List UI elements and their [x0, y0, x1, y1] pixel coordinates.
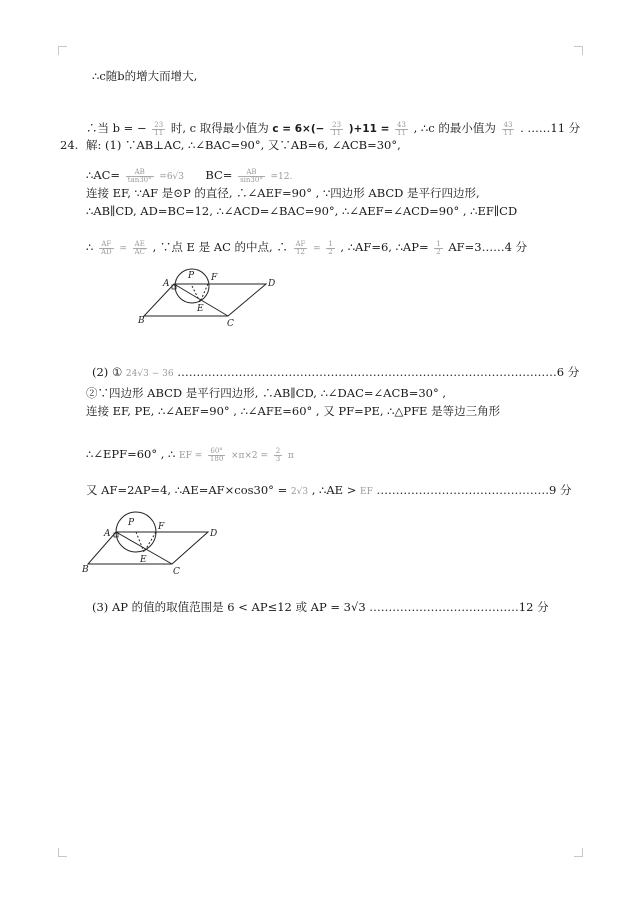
- arc-ef-label: EF =: [179, 451, 203, 461]
- text-segment: c = 6×(−: [272, 123, 325, 135]
- line-pe: [192, 286, 200, 302]
- text-segment: AF=3……4 分: [448, 240, 528, 254]
- fraction-60-180: $\frac{60^\circ}{180}$: [209, 446, 224, 463]
- text-segment: BC=: [205, 168, 233, 182]
- label-a: A: [163, 279, 170, 289]
- label-p: P: [128, 518, 135, 528]
- text-line-c-increases: ∴c随b的增大而增大,: [92, 69, 198, 83]
- text-line-connect-ef: 连接 EF, ∵AF 是⊙P 的直径, ∴∠AEF=90° , ∵四边形 ABCD 是平行四边形,: [86, 186, 480, 200]
- label-f: F: [211, 273, 218, 283]
- text-line-ae-compare: [86, 483, 571, 499]
- text-segment: . ……11 分: [520, 121, 581, 135]
- line-ef: [200, 284, 208, 302]
- fraction-bc: $\frac{AB}{\sin 30^\circ}$: [240, 167, 263, 184]
- text-segment: , ∴c 的最小值为: [413, 121, 496, 135]
- text-segment: 又 AF=2AP=4, ∴AE=AF×cos30° =: [86, 483, 288, 497]
- text-line-ac-bc: [86, 168, 292, 184]
- fraction-af-ad: $\frac{AF}{AD}$: [100, 239, 112, 256]
- label-p: P: [188, 271, 195, 281]
- label-e: E: [140, 555, 147, 565]
- label-a: A: [104, 529, 111, 539]
- text-line-part1-intro: 解: (1) ∵AB⊥AC, ∴∠BAC=90°, 又∵AB=6, ∠ACB=30°,: [86, 138, 401, 152]
- text-segment: , ∴AE >: [311, 483, 357, 497]
- label-b: B: [138, 316, 145, 326]
- question-24-number: 24.: [60, 138, 79, 152]
- crop-mark-bottom-right: [574, 848, 583, 857]
- text-line-af-ap: ∴ $\frac{AF}{AD}$ = $\frac{AE}{AC}$ , ∵点 E 是 AC 的中点, ∴ $\frac{AF}{12}$ = $\frac{1}{2}$ , ∴AF=6, ∴AP= $\frac{1}{2}$ AF=3……4 分: [86, 239, 528, 256]
- text-segment: ∴当 b = −: [86, 121, 147, 135]
- text-segment: ∴AC=: [86, 168, 121, 182]
- crop-mark-top-right: [574, 46, 583, 55]
- text-line-arc-ef: [86, 447, 294, 463]
- fraction-b-value: $\frac{23}{11}$: [154, 120, 164, 137]
- text-line-part2-2-parallelogram: ②∵四边形 ABCD 是平行四边形, ∴AB∥CD, ∴∠DAC=∠ACB=30° ,: [86, 386, 447, 400]
- arc-ef-label-2: EF: [360, 487, 373, 497]
- geometry-figure-1: [136, 264, 276, 334]
- text-segment: =12.: [270, 172, 293, 182]
- label-b: B: [82, 565, 89, 575]
- label-c: C: [173, 567, 180, 577]
- line-pe: [136, 532, 144, 552]
- fraction-af-12: $\frac{AF}{12}$: [295, 239, 306, 256]
- text-segment: =: [313, 244, 321, 254]
- fraction-one-half: $\frac{1}{2}$: [328, 239, 333, 256]
- text-segment: =6√3: [159, 172, 185, 182]
- fraction-min-value: $\frac{43}{11}$: [397, 120, 406, 137]
- text-segment: )+11 =: [348, 123, 390, 135]
- fraction-min-value-2: $\frac{43}{11}$: [503, 120, 513, 137]
- text-segment: ∴∠EPF=60° , ∴: [86, 447, 176, 461]
- fraction-ac: $\frac{AB}{\tan 30^\circ}$: [127, 167, 152, 184]
- label-e: E: [197, 304, 204, 314]
- pi-symbol: π: [287, 451, 294, 461]
- text-segment: ∴: [86, 240, 94, 254]
- crop-mark-top-left: [58, 46, 67, 55]
- text-segment: (2) ①: [92, 365, 123, 379]
- fraction-ae-ac: $\frac{AE}{AC}$: [134, 239, 145, 256]
- text-segment: ×π×2 =: [230, 451, 269, 461]
- text-line-equilateral: 连接 EF, PE, ∴∠AEF=90° , ∴∠AFE=60° , 又 PF=PE, ∴△PFE 是等边三角形: [86, 404, 501, 418]
- label-f: F: [158, 522, 165, 532]
- text-segment: 时, c 取得最小值为: [170, 121, 269, 135]
- fraction-two-thirds: $\frac{2}{3}$: [275, 446, 281, 463]
- fraction-half-af: $\frac{1}{2}$: [436, 239, 441, 256]
- text-line-part3-range: (3) AP 的值的取值范围是 6 < AP≤12 或 AP = 3√3 …………………………………12 分: [92, 600, 549, 614]
- text-segment: , ∴AF=6, ∴AP=: [340, 240, 429, 254]
- text-line-part2-1: [92, 365, 579, 381]
- text-line-ef-parallel-cd: ∴AB∥CD, AD=BC=12, ∴∠ACD=∠BAC=90°, ∴∠AEF=∠ACD=90° , ∴EF∥CD: [86, 204, 518, 218]
- fraction-c-value: $\frac{23}{11}$: [332, 120, 342, 137]
- text-segment: ………………………………………9 分: [376, 483, 572, 497]
- part2-value: 24√3 − 36: [125, 369, 174, 379]
- text-line-minimum-c: [86, 121, 580, 137]
- crop-mark-bottom-left: [58, 848, 67, 857]
- geometry-figure-2: [80, 510, 220, 580]
- text-segment: , ∵点 E 是 AC 的中点, ∴: [152, 240, 288, 254]
- ae-value: 2√3: [290, 487, 309, 497]
- label-c: C: [227, 319, 234, 329]
- label-d: D: [210, 529, 218, 539]
- label-d: D: [268, 279, 276, 289]
- text-segment: ………………………………………………………………………………………6 分: [177, 365, 580, 379]
